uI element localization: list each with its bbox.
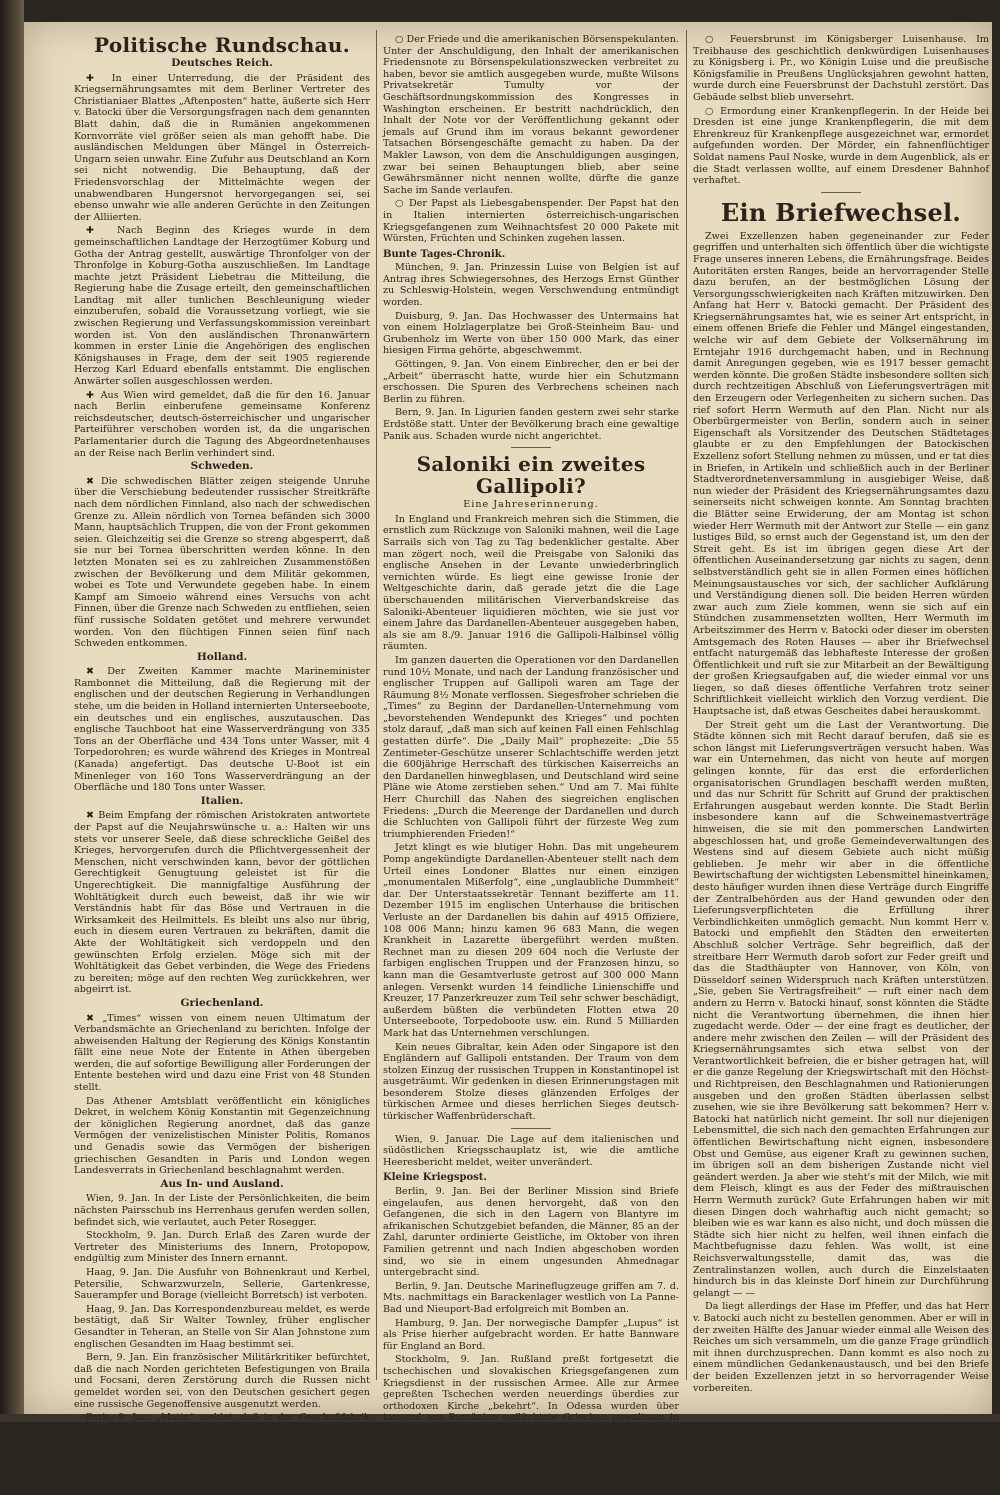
chronik-items [383,262,679,442]
section-heading: Schweden. [74,461,370,473]
section-heading: Griechenland. [74,998,370,1010]
paragraph: Stockholm, 9. Jan. Durch Erlaß des Zaren wurde der Vertreter des Ministeriums des Innern, Protopopow, endgültig zum Minister des Innern ernannt. [74,1230,370,1265]
paragraph: ✚ In einer Unterredung, die der Präsident des Kriegsernährungsamtes mit dem Berliner Vertreter des Christianiaer Blattes „Aftenposten“ hatte, äußerte sich Herr v. Batocki über die Versorgungsfragen nach dem genannten Blatt dahin, daß die in Rumänien angekommenen Kornvorräte viel größer seien als man gehofft habe. Die ausländischen Meldungen über Mängel in Österreich-Ungarn seien unwahr. Eine Zufuhr aus Deutschland an Korn sei nicht notwendig. Die Behauptung, daß der Friedensvorschlag der Mittelmächte wegen der unabwendbaren Hungersnot hervorgegangen sei, sei ebenso unwahr wie alle anderen Gerüchte in den Zeitungen der Alliierten. [74,73,370,224]
headline-briefwechsel: Ein Briefwechsel. [693,199,989,227]
paragraph: Zwei Exzellenzen haben gegeneinander zur Feder gegriffen und unterhalten sich öffentlich über die wichtigste Frage unseres inneren Lebens, die Ernährungsfrage. Beides Autoritäten ersten Ranges, beide an hervorragender Stelle dazu berufen, an der bestmöglichen Lösung der Versorgungsschwierigkeiten nach Kräften mitzuwirken. Den Anfang hat Herr v. Batocki gemacht. Der Präsident des Kriegsernährungsamtes hat, wie es seiner Art entspricht, in einem offenen Briefe die Fehler und Mängel eingestanden, welche wir auf dem Gebiete der Volksernährung im Erntejahr 1916 durchgemacht haben, und in Rechnung damit Anregungen gegeben, wie es 1917 besser gemacht werden könnte. Die großen Städte insbesondere sollten sich durch rechtzeitigen Abschluß von Lieferungsverträgen mit den Erzeugern oder Verlegenheiten zu sichern suchen. Das rief sofort Herrn Wermuth auf den Plan. Nicht nur als Oberbürgermeister von Berlin, sondern auch in seiner Eigenschaft als Vorsitzender des Deutschen Städtetages glaubte er zu den Empfehlungen der Batockischen Exzellenz sofort Stellung nehmen zu müssen, und er tat dies in Briefen, in Artikeln und schließlich auch in der Berliner Stadtverordnetenversammlung in ausgiebiger Weise, daß nun wieder der Präsident des Kriegsernährungsamtes dazu seinerseits nicht schweigen konnte. Am Sonntag brachten die Blätter seine Erwiderung, der am Montag ist schon wieder Herr Wermuth mit der Antwort zur Stelle — ein ganz lustiges Bild, so ernst auch der Gegenstand ist, um den der Streit geht. Es ist im übrigen gegen diese Art der öffentlichen Auseinandersetzung gar nichts zu sagen, denn selbstverständlich geht sie in allen Formen eines höflichen Meinungsaustausches vor sich, der sachlicher Aufklärung und Verständigung dienen soll. Die beiden Herren würden zwar auch zum Ziele kommen, wenn sie sich auf ein Stündchen zusammensetzten wollten, Herr Wermuth im Arbeitszimmer des Herrn v. Batocki oder dieser im obersten Amtsgemach des Roten Hauses — aber ihr Briefwechsel entfacht naturgemäß das lebhafteste Interesse der großen Öffentlichkeit und ruft sie zur Mitarbeit an der Bewältigung der großen Kriegsaufgaben auf, die wieder einmal vor uns liegen, so daß dieses öffentliche Verfahren trotz seiner Schriftlichkeit vielleicht wirklich den Vorzug verdient. Die Hauptsache ist, daß etwas Gescheites dabei herauskommt. [693,231,989,718]
paragraph: Duisburg, 9. Jan. Das Hochwasser des Untermains hat von einem Holzlagerplatze bei Groß-Steinheim Bau- und Grubenholz im Werte von über 150 000 Mark, das einer hiesigen Firma gehörte, abgeschwemmt. [383,311,679,357]
section-heading-kriegspost: Kleine Kriegspost. [383,1172,679,1184]
paragraph: ○ Ermordung einer Krankenpflegerin. In der Heide bei Dresden ist eine junge Krankenpflegerin, die mit dem Ehrenkreuz für Krankenpflege ausgezeichnet war, ermordet aufgefunden worden. Der Mörder, ein fahnenflüchtiger Soldat namens Paul Noske, wurde in dem Augenblick, als er die Stadt verlassen wollte, auf einem Dresdener Bahnhof verhaftet. [693,106,989,187]
column-rule [376,30,377,1380]
paragraph: Paris, 9. Jan. „Matin“ meldet, daß in der Geschoßfabrik von Jvry, die vorwiegend großkalibrige Geschosse herstellt und über 2500 Arbeiter und Arbeiterinnen beschäftigt, ein Streik ausbrach. Die Zahl der Streikenden, die zuerst 600 betrug, ist noch bedeutend gewachsen. [74,1412,370,1470]
paragraph: Im ganzen dauerten die Operationen vor den Dardanellen rund 10½ Monate, und nach der Landung französischer und englischer Truppen auf Gallipoli waren am Tage der Räumung 8½ Monate verflossen. Siegesfroher schrieben die „Times“ zu Beginn der Dardanellen-Unternehmung vom „bevorstehenden Wendepunkt des Krieges“ und pochten stolz darauf, „daß man sich auf keinen Fall einen Fehlschlag gestatten dürfe“. Die „Daily Mail“ prophezeite: „Die 55 Zentimeter-Geschütze unserer Schlachtschiffe werden jetzt die 600jährige Herrschaft des türkischen Kaiserreichs an den Dardanellen hinwegblasen, und Deutschland wird seine Pläne wie Atome zerstieben sehen.“ Und am 7. Mai fühlte Herr Churchill das Nahen des siegreichen englischen Friedens: „Durch die Meerenge der Dardanellen und durch die Schluchten von Gallipoli führt der fürzeste Weg zum triumphierenden Frieden!“ [383,655,679,841]
paragraph: Der Streit geht um die Last der Verantwortung. Die Städte können sich mit Recht darauf berufen, daß sie es schon längst mit Lieferungsverträgen versucht haben. Was war ein Unternehmen, das nicht von heute auf morgen gelingen konnte, für das erst die erforderlichen organisatorischen Grundlagen beschafft werden mußten, und das nur Schritt für Schritt auf Grund der praktischen Erfahrungen ausgebaut werden konnte. Die Stadt Berlin insbesondere kann auf die Schweinemastverträge hinweisen, die sie mit den pommerschen Landwirten abgeschlossen hat, und große Gemeindeverwaltungen des Westens sind auf diesem Gebiete auch nicht müßig geblieben. Je mehr wir aber in die öffentliche Bewirtschaftung der wichtigsten Lebensmittel hineinkamen, desto häufiger wurden ihnen diese Verträge durch Eingriffe der Zentralbehörden aus der Hand gewunden oder den Lieferungsverpflichteten die Erfüllung ihrer Verbindlichkeiten unmöglich gemacht. Nun kommt Herr v. Batocki und empfiehlt den Städten den erweiterten Abschluß solcher Verträge. Sehr begreiflich, daß der streitbare Herr Wermuth darob sofort zur Feder greift und das die Stadthäupter von Hannover, von Köln, von Düsseldorf seinen Widerspruch nach Kräften unterstützen. „Sie, geben Sie Vertragsfreiheit“ — ruft einer nach dem andern zu Herrn v. Batocki hinauf, sonst könnten die Städte nicht die Verantwortung übernehmen, die ihnen hier zugedacht werde. Oder — der eine fragt es deutlicher, der andere mehr zwischen den Zeilen — will der Präsident des Kriegsernährungsamtes sich etwa selbst von der Verantwortlichkeit befreien, die er bisher getragen hat, will er die ganze Regelung der Kriegswirtschaft mit den Höchst- und Richtpreisen, den Beschlagnahmen und Rationierungen ausgeben und den großen Städten überlassen selbst zusehen, wie sie ihre Bevölkerung satt bekommen? Herr v. Batocki hat natürlich nicht gemeint. Ihr soll nur diejenigen Lebensmittel, die sich nach den gemachten Erfahrungen zur öffentlichen Bewirtschaftung nicht eignen, insbesondere Obst und Gemüse, aus eigener Kraft zu gewinnen suchen, im übrigen soll an dem bisherigen Zustande nicht viel geändert werden. Ja aber wie steht's mit der Milch, wie mit dem Fleisch, klingt es aus der Feder des mißtrauischen Herrn Wermuth zurück? Gute Erfahrungen haben wir mit diesen Dingen doch wahrhaftig auch nicht gemacht; so bleiben wie es war kann es also nicht, und doch müssen die Städte sich hier nicht zu helfen, weil ihnen einfach die Machtbefugnisse dazu fehlen. Was wollt, ist eine Reichsverwaltungsstelle, damit das, was die Zentralinstanzen wollen, auch durch die Einzelstaaten hindurch bis in das kleinste Dorf hinein zur Durchführung gelangt — — [693,720,989,1300]
column-right [693,34,989,1374]
paragraph: Haag, 9. Jan. Die Ausfuhr von Bohnenkraut und Kerbel, Petersilie, Schwarzwurzeln, Sellerie, Gartenkresse, Sauerampfer und Borage (vielleicht Borretsch) ist verboten. [74,1267,370,1302]
headline-politische-rundschau: Politische Rundschau. [74,34,370,56]
column-rule [686,30,687,1380]
paragraph: Jetzt klingt es wie blutiger Hohn. Das mit ungeheurem Pomp angekündigte Dardanellen-Abenteuer stellt nach dem Urteil eines Londoner Blattes nur einen einzigen „monumentalen Mißerfolg“, eine „unglaubliche Dummheit“ dar. Der Unterstaatssekretär Tennant bezifferte am 11. Dezember 1915 im englischen Unterhause die britischen Verluste an der Dardanellen bis dahin auf 4915 Offiziere, 108 006 Mann; hinzu kamen 96 683 Mann, die wegen Krankheit in Lazarette übergeführt werden mußten. Rechnet man zu diesen 209 604 noch die Verluste der farbigen englischen Truppen und der Franzosen hinzu, so kann man die Gesamtverluste getrost auf 300 000 Mann anlegen. Versenkt wurden 14 feindliche Linienschiffe und Kreuzer, 17 Panzerkreuzer zum Teil sehr schwer beschädigt, außerdem büßten die verbündeten Flotten etwa 20 Unterseeboote, Torpedoboote usw. ein. Rund 5 Milliarden Mark hat das Unternehmen verschlungen. [383,842,679,1039]
news-items [383,34,679,245]
paragraph: ✚ Aus Wien wird gemeldet, daß die für den 16. Januar nach Berlin einberufene gemeinsame Konferenz reichsdeutscher, deutsch-österreichischer und ungarischer Parteiführer verschoben worden ist, da die ungarischen Parlamentarier durch die Tagung des Abgeordnetenhauses an der Reise nach Berlin verhindert sind. [74,390,370,460]
saloniki-article [383,514,679,1123]
headline-saloniki: Saloniki ein zweites Gallipoli? [383,453,679,497]
paragraph: ✚ Nach Beginn des Krieges wurde in dem gemeinschaftlichen Landtage der Herzogtümer Koburg und Gotha der Antrag gestellt, auswärtige Thronfolger von der Thronfolge in Koburg-Gotha auszuschließen. Im Landtage machte jetzt Präsident Liebetrau die Mitteilung, die Regierung habe die Zusage erteilt, den gemeinschaftlichen Landtag mit aller tunlichen Beschleunigung wieder einzuberufen, sobald die Voraussetzung vorliegt, wie sie zwischen Regierung und Verfassungskommission vereinbart worden ist. Von den ausländischen Thronanwärtern kommen in erster Linie die Angehörigen des englischen Königshauses in Frage, dem der seit 1905 regierende Herzog Karl Eduard ebenfalls entstammt. Die englischen Anwärter sollen ausgeschlossen werden. [74,225,370,387]
paragraph: München, 9. Jan. Prinzessin Luise von Belgien ist auf Antrag ihres Schwiegersohnes, des Herzogs Ernst Günther zu Schleswig-Holstein, wegen Verschwendung entmündigt worden. [383,262,679,308]
separator [511,447,551,448]
section-heading: Deutsches Reich. [74,58,370,70]
paragraph: Berlin, 9. Jan. Deutsche Marineflugzeuge griffen am 7. d. Mts. nachmittags ein Barackenlager westlich von La Panne-Bad und Nieuport-Bad erfolgreich mit Bomben an. [383,1281,679,1316]
rundschau-sections [74,58,370,1470]
section-heading: Aus In- und Ausland. [74,1179,370,1191]
separator [821,192,861,193]
column-left [74,34,370,1374]
wien-report: Wien, 9. Januar. Die Lage auf dem italienischen und südöstlichen Kriegsschauplatz ist, wie die amtliche Heeresbericht meldet, weiter unverändert. [383,1134,679,1169]
section-heading: Holland. [74,652,370,664]
paragraph: ○ Der Papst als Liebesgabenspender. Der Papst hat den in Italien internierten österreichisch-ungarischen Kriegsgefangenen zum Weihnachtsfest 20 000 Pakete mit Würsten, Früchten und Schinken zugehen lassen. [383,198,679,244]
paragraph: Hamburg, 9. Jan. Der norwegische Dampfer „Lupus“ ist als Prise hierher aufgebracht worden. Er hatte Bannware für England an Bord. [383,1318,679,1353]
paragraph: Das Athener Amtsblatt veröffentlicht ein königliches Dekret, in welchem König Konstantin mit Gegenzeichnung der königlichen Regierung anordnet, daß das ganze Vermögen der venizelistischen Minister Politis, Romanos und Genadis sowie das Vermögen der bisherigen griechischen Gesandten in Paris und London wegen Landesverrats in Griechenland beschlagnahmt werden. [74,1096,370,1177]
separator [511,1128,551,1129]
paragraph: Wien, 9. Jan. In der Liste der Persönlichkeiten, die beim nächsten Pairsschub ins Herrenhaus gerufen werden sollen, befindet sich, wie verlautet, auch Peter Rosegger. [74,1193,370,1228]
paragraph: Kein neues Gibraltar, kein Aden oder Singapore ist den Engländern auf Gallipoli entstanden. Der Traum von dem stolzen Einzug der russischen Truppen in Konstantinopel ist ausgeträumt. Wir gedenken in diesen Erinnerungstagen mit besonderem Stolze dieses glänzenden Erfolges der türkischen Armee und dieses herrlichen Sieges deutsch-türkischer Waffenbrüderschaft. [383,1042,679,1123]
subheadline-saloniki: Eine Jahreserinnerung. [383,499,679,511]
briefwechsel-article [693,231,989,1394]
paragraph: Bern, 9. Jan. Ein französischer Militärkritiker befürchtet, daß die nach Norden gerichteten Befestigungen von Braila und Focsani, deren Zerstörung durch die Russen nicht gemeldet worden sei, von den Deutschen gesichert gegen eine russische Gegenoffensive ausgenutzt werden. [74,1352,370,1410]
kriegspost-items [383,1186,679,1495]
paragraph: ○ Feuersbrunst im Königsberger Luisenhause. Im Treibhause des geschichtlich denkwürdigen Luisenhauses zu Königsberg i. Pr., wo Königin Luise und die preußische Königsfamilie in Preußens Unglücksjahren gewohnt hatten, wurde durch eine Feuersbrunst der Dachstuhl zerstört. Das Gebäude selbst blieb unversehrt. [693,34,989,104]
paragraph: ✖ „Times“ wissen von einem neuen Ultimatum der Verbandsmächte an Griechenland zu berichten. Infolge der abweisenden Haltung der Regierung des Königs Konstantin fällt eine neue Note der Entente in Athen übergeben werden, die auf sofortige Bewilligung aller Forderungen der Entente bestehen wird und dazu eine Frist von 48 Stunden stellt. [74,1013,370,1094]
paragraph: In England und Frankreich mehren sich die Stimmen, die ernstlich zum Rückzuge von Saloniki mahnen, weil die Lage Sarrails sich von Tag zu Tag bedenklicher gestalte. Aber man zögert noch, weil die Preisgabe von Saloniki das englische Ansehen in der Levante unwiederbringlich vernichten würde. Es liegt eine gewisse Ironie der Weltgeschichte darin, daß gerade jetzt die die Lage überschauenden militärischen Vierverbandskreise das Saloniki-Abenteuer liquidieren möchten, wie sie just vor einem Jahre das Dardanellen-Abenteuer ausgegeben haben, als sie am 8./9. Januar 1916 die Gallipoli-Halbinsel völlig räumten. [383,514,679,653]
paragraph: ✖ Beim Empfang der römischen Aristokraten antwortete der Papst auf die Neujahrswünsche u. a.: Halten wir uns stets vor unserer Seele, daß diese schreckliche Geißel des Krieges, hervorgerufen durch die Pflichtvergessenheit der Menschen, nicht verschwinden kann, bevor der göttlichen Gerechtigkeit Genugtuung geleistet ist für die Ungerechtigkeit. Die mannigfaltige Ausführung der Wohltätigkeit durch euch beweist, daß ihr wie wir Verständnis habt für das Böse und Vertrauen in die Wirksamkeit des Heilmittels. Es bleibt uns also nur übrig, euch in diesem euren Vertrauen zu bekräften, damit die Akte der Wohltätigkeit sich verdoppeln und den gewünschten Erfolg erzielen. Möge sich mit der Wohltätigkeit das Gebet verbinden, die Wege des Friedens zu bereiten; möge auf den rechten Weg zurückkehren, wer abgeirrt ist. [74,810,370,996]
section-heading: Italien. [74,796,370,808]
paragraph: ✖ Der Zweiten Kammer machte Marineminister Rambonnet die Mitteilung, daß die Regierung mit der englischen und der deutschen Regierung in Verhandlungen stehe, um die beiden in Holland internierten Unterseeboote, ein deutsches und ein englisches, auszutauschen. Das englische Tauchboot hat eine Wasserverdrängung von 335 Tons an der Oberfläche und 434 Tons unter Wasser, mit 4 Torpedorohren; es wurde während des Krieges in Montreal (Kanada) angefertigt. Das deutsche U-Boot ist ein Minenleger von 160 Tons Wasserverdrängung an der Oberfläche und 180 Tons unter Wasser. [74,666,370,794]
paragraph: Stockholm, 9. Jan. Rußland preßt fortgesetzt die tschechischen und slovakischen Kriegsgefangenen zum Kriegsdienst in der russischen Armee. Alle zur Armee gepreßten Tschechen werden neuerdings überdies zur orthodoxen Kirche „bekehrt“. In Odessa wurden über tausend aus Rumänien geflüchtete Griechen gewaltsam in die russische Armee eingereiht. [383,1354,679,1435]
paragraph: Basel, 9. Jan. Der „Basler Anzeiger“ erfährt nachträglich von verläßlicher Seite, am 22. Dezember habe zwischen einem französischen Panzerkreuzer und einem italienischen Hilfskreuzer ein Nachtgefecht stattgefunden, wobei es zahlreiche Tote und Verwundete gegeben habe. [383,1438,679,1495]
book-binding [0,0,24,1422]
paragraph: Bern, 9. Jan. In Ligurien fanden gestern zwei sehr starke Erdstöße statt. Unter der Bevölkerung brach eine gewaltige Panik aus. Schaden wurde nicht angerichtet. [383,407,679,442]
paragraph: Da liegt allerdings der Hase im Pfeffer, und das hat Herr v. Batocki auch nicht zu bestellen genommen. Aber er will in der zweiten Hälfte des Januar wieder einmal alle Weisen des Reiches um sich versammeln, um die ganze Frage gründlich mit ihnen durchzusprechen. Dann kommt es also noch zu einem mündlichen Gedankenaustausch, und bei den Briefe der beiden Exzellenzen jetzt in so hervorragender Weise vorbereiten. [693,1301,989,1394]
paragraph: Göttingen, 9. Jan. Von einem Einbrecher, den er bei der „Arbeit“ überrascht hatte, wurde hier ein Schutzmann erschossen. Die Spuren des Verbrechens scheinen nach Berlin zu führen. [383,359,679,405]
paragraph: ○ Der Friede und die amerikanischen Börsenspekulanten. Unter der Anschuldigung, den Inhalt der amerikanischen Friedensnote zu Börsenspekulationszwecken verbreitet zu haben, bevor sie amtlich ausgegeben wurde, mußte Wilsons Privatsekretär Tumulty vor der Geschäftsordnungskommission des Kongresses in Washington erscheinen. Er bestritt nachdrücklich, den Inhalt der Note vor der Veröffentlichung gekannt oder jemals auf Grund ihm im voraus bekannt gewordener Tatsachen Börsengeschäfte gemacht zu haben. Da der Makler Lawson, von dem die Anschuldigungen ausgingen, zwar bei seinen Behauptungen blieb, aber seine Gewährsmänner nicht nennen wollte, dürfte die ganze Sache im Sande verlaufen. [383,34,679,196]
paragraph: Haag, 9. Jan. Das Korrespondenzbureau meldet, es werde bestätigt, daß Sir Walter Townley, früher englischer Gesandter in Teheran, an Stelle von Sir Alan Johnstone zum englischen Gesandten im Haag bestimmt sei. [74,1304,370,1350]
column-middle [383,34,679,1374]
news-items [693,34,989,187]
paragraph: ✖ Die schwedischen Blätter zeigen steigende Unruhe über die Verschiebung bedeutender russischer Streitkräfte nach dem nördlichen Finnland, also nach der schwedischen Grenze zu. Allein nördlich von Tornea befänden sich 3000 Mann, hauptsächlich Truppen, die von der Front gekommen seien. Gleichzeitig sei die Grenze so streng abgesperrt, daß sie nur bei Tornea überschritten werden könne. In den letzten Monaten sei es zu zahlreichen Zusammenstößen zwischen der Bevölkerung und dem Militär gekommen, wobei es Tote und Verwundete gegeben habe. In einem Kampf am Simoeio während eines Versuchs von acht Finnen, über die Grenze nach Schweden zu entfliehen, seien fünf russische Soldaten getötet und mehrere verwundet worden. Von den flüchtigen Finnen seien fünf nach Schweden entkommen. [74,476,370,650]
paragraph: Berlin, 9. Jan. Bei der Berliner Mission sind Briefe eingelaufen, aus denen hervorgeht, daß von den Gefangenen, die sich in den Lagern von Blantyre im afrikanischen Schutzgebiet befanden, die Männer, 85 an der Zahl, darunter ordinierte Geistliche, im Oktober von ihren Familien getrennt und nach Indien abgeschoben worden sind, wo sie in einem ungesunden Ahmednagar untergebracht sind. [383,1186,679,1279]
section-heading-chronik: Bunte Tages-Chronik. [383,249,679,261]
